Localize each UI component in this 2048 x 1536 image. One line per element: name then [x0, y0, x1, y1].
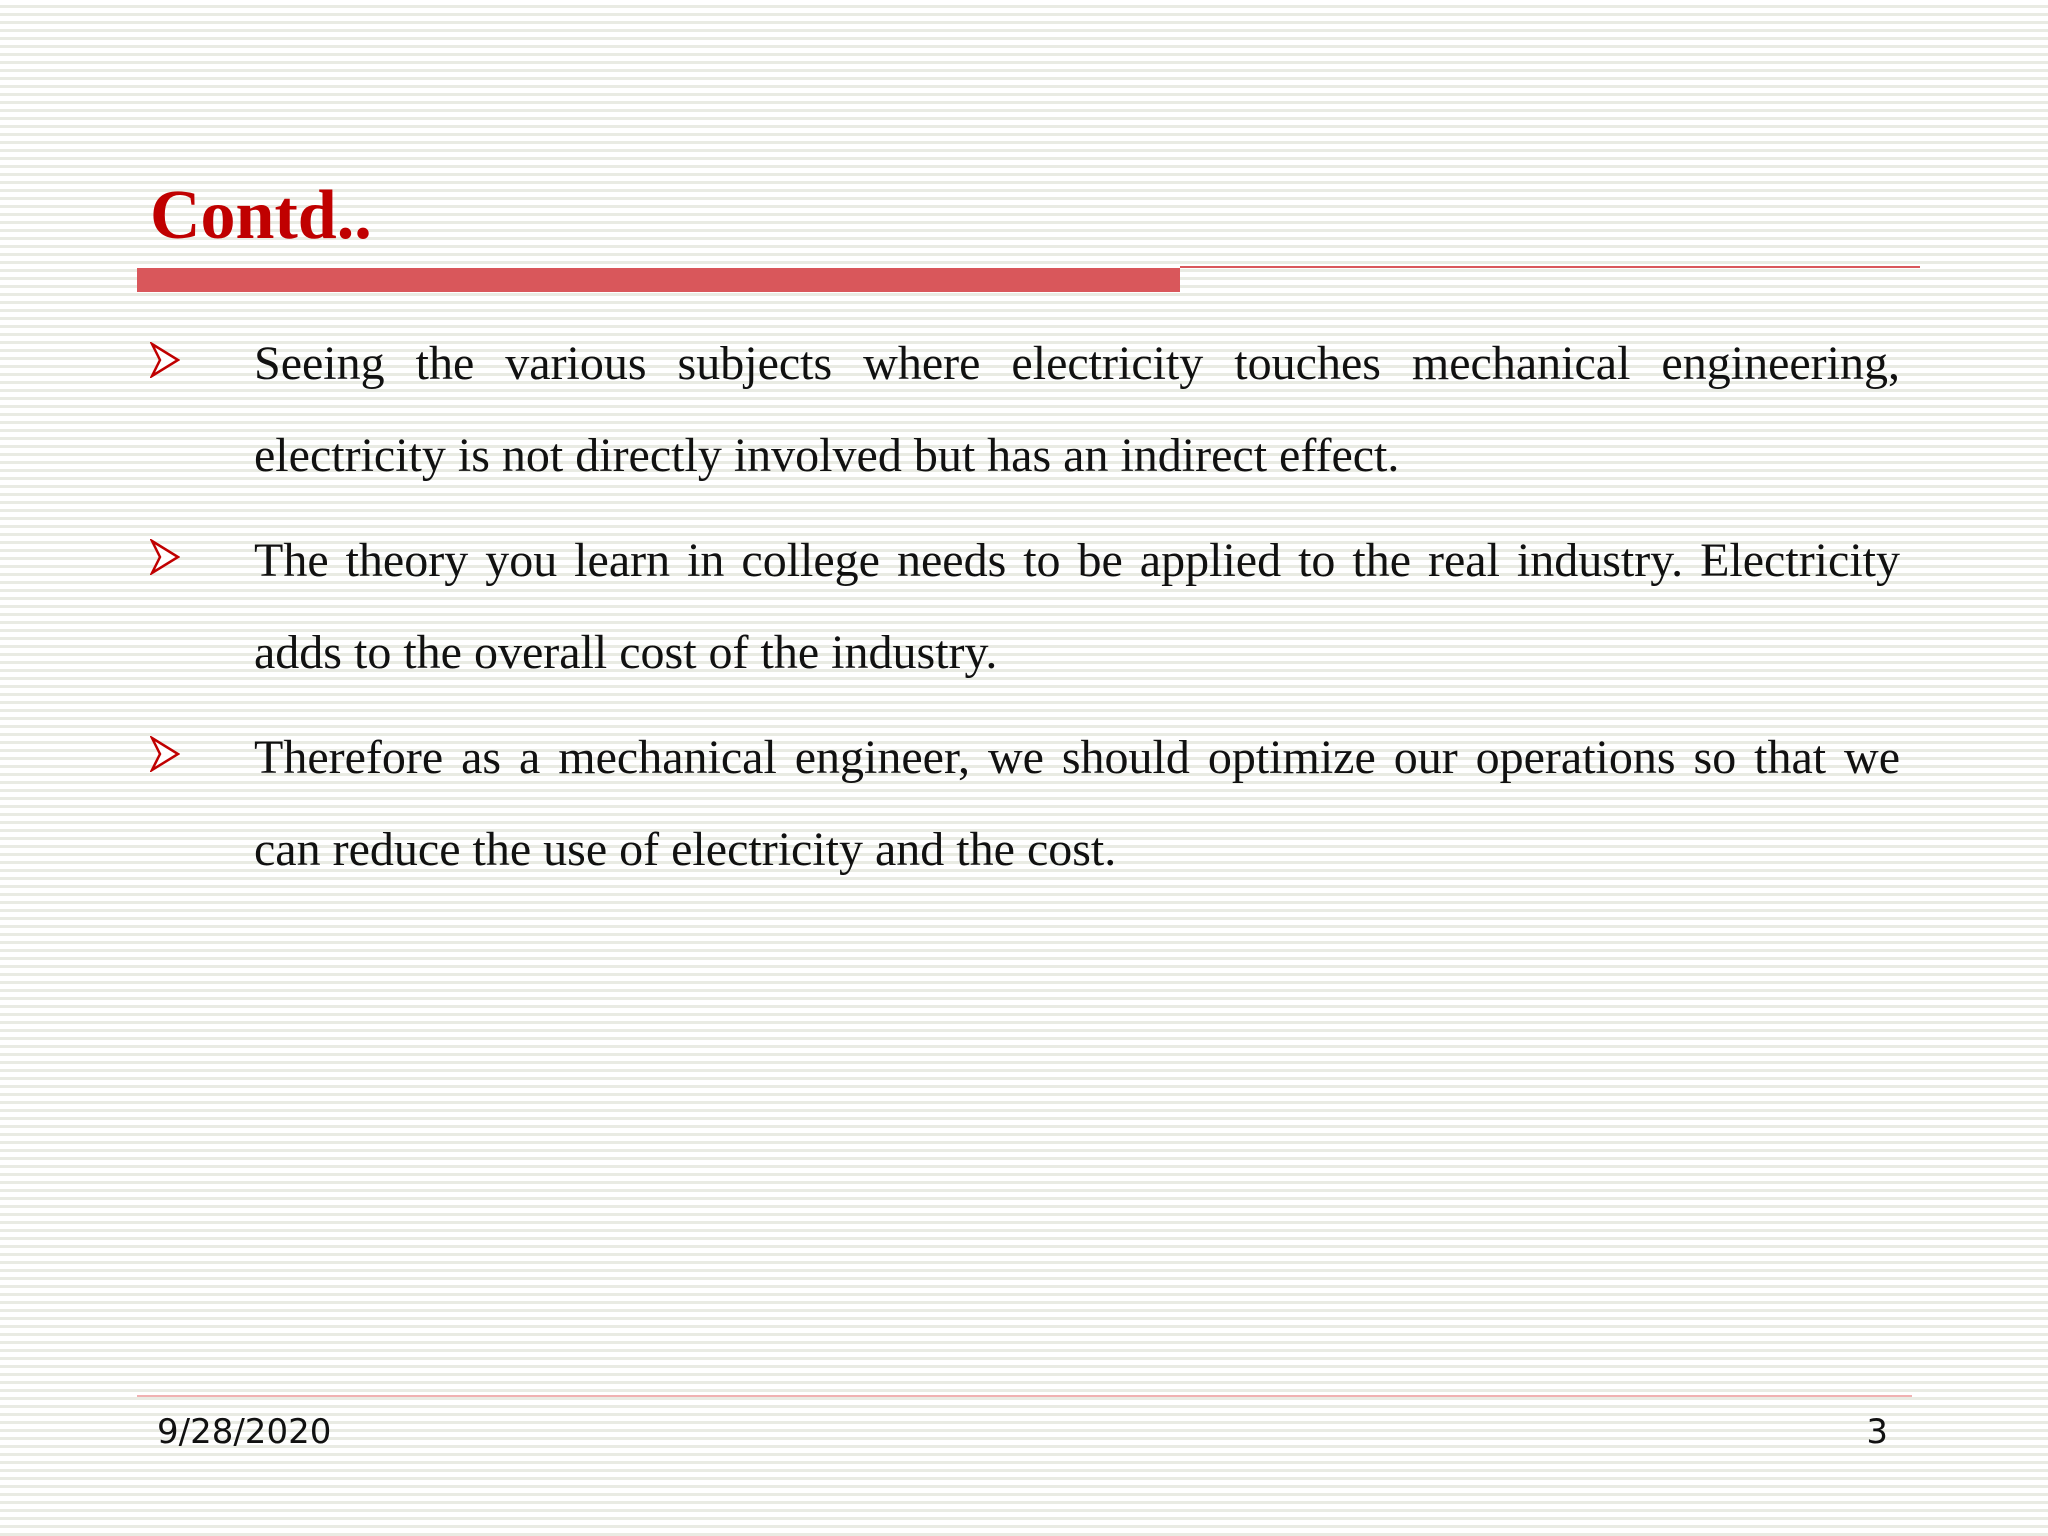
bullet-text: Therefore as a mechanical engineer, we should optimize our operations so that we can reduce the use of electricity and the cost.: [254, 731, 1900, 876]
slide-title: Contd..: [150, 177, 372, 254]
arrow-bullet-icon: [150, 342, 180, 378]
page-number: 3: [1866, 1412, 1888, 1452]
title-underline-thin: [1180, 266, 1920, 268]
footer-divider: [137, 1395, 1912, 1397]
bullet-item: [150, 318, 1900, 502]
bullet-list: [150, 318, 1900, 909]
bullet-item: [150, 515, 1900, 699]
arrow-bullet-icon: [150, 736, 180, 772]
arrow-bullet-icon: [150, 539, 180, 575]
title-underline-thick: [137, 268, 1180, 292]
bullet-text: Seeing the various subjects where electricity touches mechanical engineering, electricity is not directly involved but has an indirect effect.: [254, 337, 1900, 482]
bullet-item: [150, 712, 1900, 896]
bullet-text: The theory you learn in college needs to be applied to the real industry. Electricity adds to the overall cost of the industry.: [254, 534, 1900, 679]
footer-date: 9/28/2020: [157, 1412, 332, 1452]
